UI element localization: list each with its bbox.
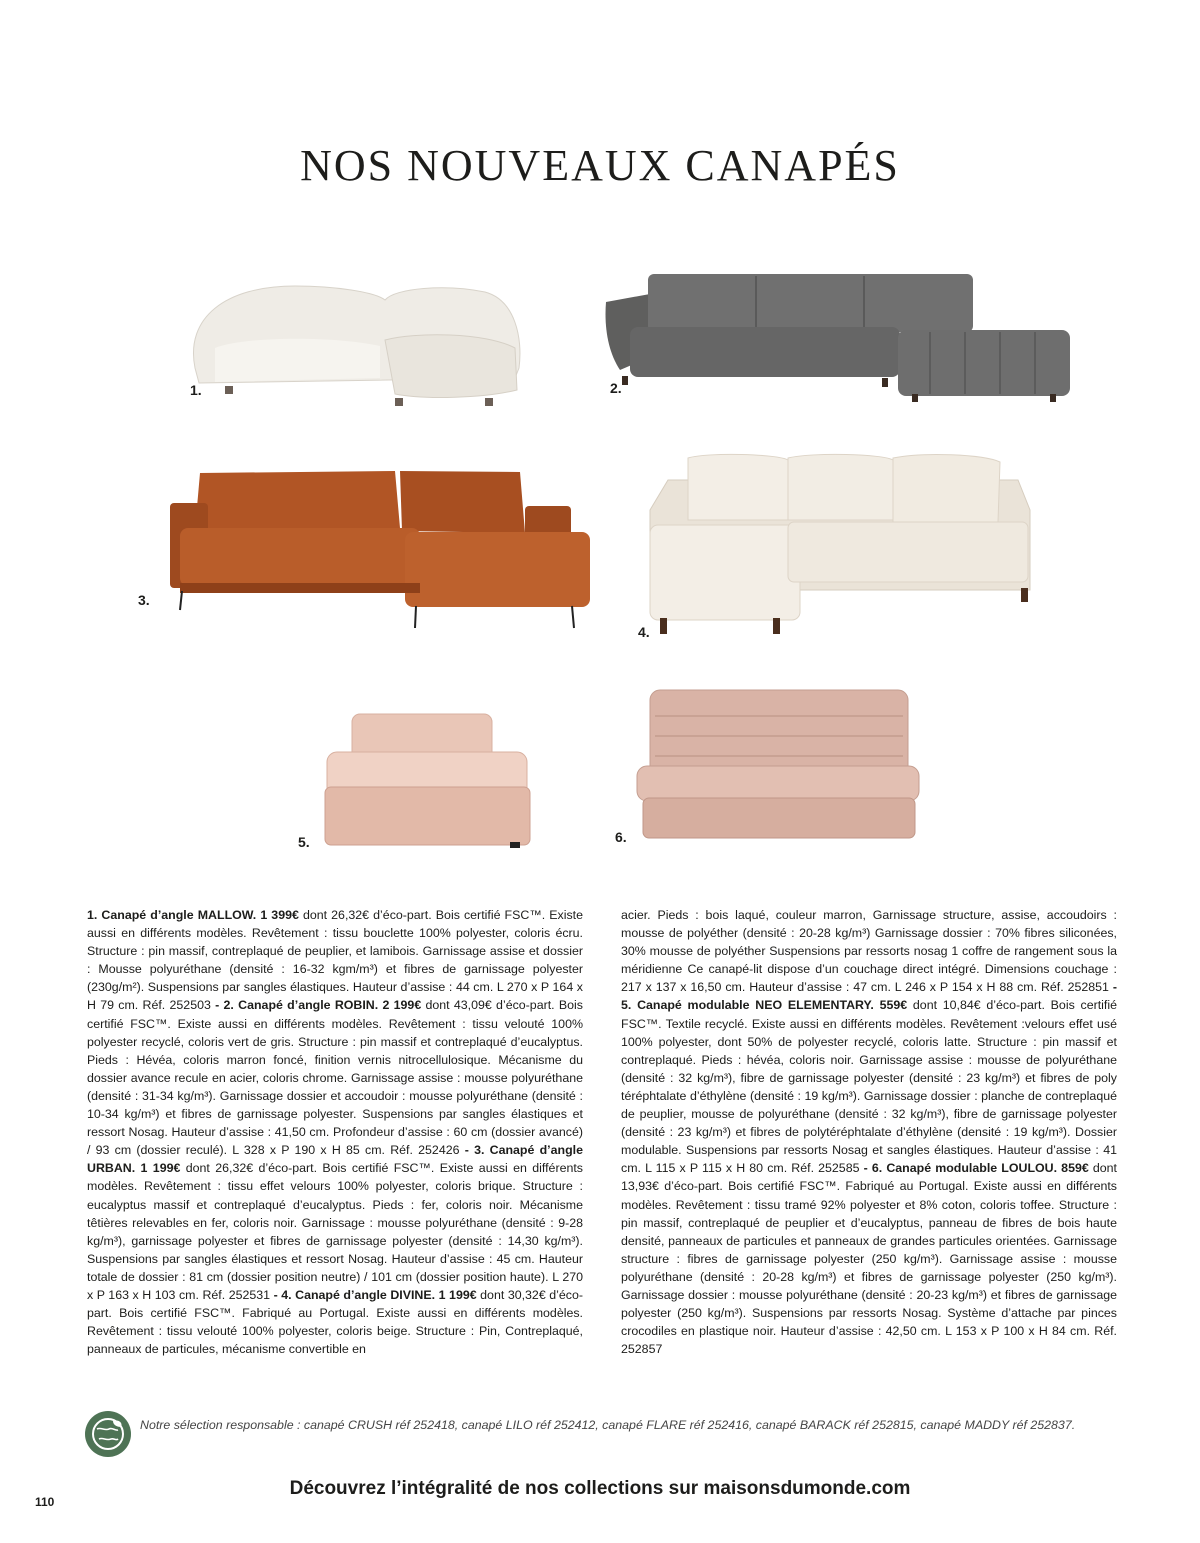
product-2-heading: - 2. Canapé d’angle ROBIN. 2 199€ — [215, 998, 422, 1013]
product-6-details: dont 13,93€ d’éco-part. Bois certifié FSC™. Fabriqué au Portugal. Existe aussi en différents modèles. Revêtement : tissu tramé 92% polyester et 8% coton, coloris toffee. Structure : pin massif, contreplaqué de peuplier et d’eucalyptus, panneau de fibres de bois haute densité, panneaux de particules et panneaux de grandes particules orientées. Garnissage structure : fibres de garnissage polyester (250 kg/m³). Garnissage assise : mousse polyuréthane (densité : 20-28 kg/m³) et fibres de garnissage polyester (250 kg/m³). Garnissage dossier : mousse polyuréthane (densité : 20-23 kg/m³) et fibres de garnissage polyester (250 kg/m³). Suspensions par ressorts Nosag. Système d’attache par pinces crocodiles en plastique noir. Hauteur d’assise : 42,50 cm. L 153 x P 100 x H 84 cm. Réf. 252857 — [621, 1161, 1117, 1357]
product-image-1 — [185, 278, 525, 408]
page-title: NOS NOUVEAUX CANAPÉS — [300, 141, 900, 190]
sofa-4-illustration — [638, 450, 1038, 640]
product-3-details: dont 26,32€ d’éco-part. Bois certifié FSC™. Existe aussi en différents modèles. Revêtement : tissu effet velours 100% polyester, coloris brique. Structure : eucalyptus massif et contreplaqué d’eucalyptus. Pieds : fer, coloris noir. Mécanisme têtières relevables en fer, coloris noir. Garnissage : mousse polyuréthane (densité : 9-28 kg/m³), garnissage polyester et fibres de garnissage polyester (densité : 14,30 kg/m³). Suspensions par sangles élastiques et ressort Nosag. Hauteur d’assise : 45 cm. Hauteur totale de dossier : 81 cm (dossier position neutre) / 101 cm (dossier position haute). L 270 x P 163 x H 103 cm. Réf. 252531 — [87, 1161, 583, 1302]
sofa-5-illustration — [295, 712, 535, 852]
product-image-2 — [600, 272, 1075, 402]
product-4-details: dont 30,32€ d’éco-part. Bois certifié FSC™. Fabriqué au Portugal. Existe aussi en différents modèles. Revêtement : tissu velouté 100% polyester, coloris beige. Structure : Pin, Contreplaqué, panneaux de particules, mécanisme convertible en — [87, 1287, 583, 1357]
description-column-right — [621, 906, 1117, 1358]
page-number: 110 — [35, 1495, 55, 1509]
product-5-details: dont 10,84€ d’éco-part. Bois certifié FSC™. Textile recyclé. Existe aussi en différents modèles. Revêtement :velours effet usé 100% polyester, dont 50% de polyester recyclé, coloris latte. Structure : pin massif et contreplaqué. Pieds : hévéa, coloris noir. Garnissage assise : mousse de polyuréthane (densité : 32 kg/m³), fibre de garnissage polyester (densité : 23 kg/m³) et fibres de poly téréphtalate d’éthylène (densité : 19 kg/m³). Garnissage dossier : planche de contreplaqué de peuplier, mousse de polyuréthane (densité : 32 kg/m³), fibre de garnissage polyester (densité : 23 kg/m³) et fibres de polytéréphtalate d’éthylène (densité : 19 kg/m³). Dossier modulable. Suspensions par ressorts Nosag et sangles élastiques. Hauteur d’assise : 41 cm. L 115 x P 115 x H 80 cm. Réf. 252585 — [621, 998, 1117, 1176]
product-5-heading: - 5. Canapé modulable NEO ELEMENTARY. 559€ — [621, 980, 1117, 1013]
product-image-4 — [638, 450, 1038, 640]
product-4-heading: - 4. Canapé d’angle DIVINE. 1 199€ — [273, 1287, 477, 1302]
globe-leaf-icon — [85, 1411, 131, 1457]
product-4-details-cont: acier. Pieds : bois laqué, couleur marron, Garnissage structure, assise, accoudoirs : mousse de polyéther (densité : 20-28 kg/m³) Garnissage dossier : 70% fibres siliconées, 30% mousse de polyéther Suspensions par ressorts nosag 1 coffre de rangement sous la méridienne Ce canapé-lit dispose d’un couchage direct intégré. Dimensions couchage : 217 x 137 x 16,50 cm. Hauteur d’assise : 47 cm. L 246 x P 154 x H 88 cm. Réf. 252851 — [621, 908, 1117, 995]
product-number-4: 4. — [638, 624, 650, 640]
product-3-heading: - 3. Canapé d’angle URBAN. 1 199€ — [87, 1143, 583, 1176]
sofa-3-illustration — [140, 468, 595, 633]
product-number-5: 5. — [298, 834, 310, 850]
product-number-6: 6. — [615, 829, 627, 845]
sofa-2-illustration — [600, 272, 1075, 402]
product-1-heading: 1. Canapé d’angle MALLOW. 1 399€ — [87, 908, 299, 922]
description-column-left — [87, 906, 583, 1358]
product-number-1: 1. — [190, 382, 202, 398]
product-1-details: dont 26,32€ d’éco-part. Bois certifié FSC™. Existe aussi en différents modèles. Revêtement : tissu bouclette 100% polyester, coloris écru. Structure : pin massif, contreplaqué de peuplier, et lamibois. Garnissage assise et dossier : Mousse polyuréthane (densité : 16-32 kgm/m³) et fibres de garnissage polyester (230g/m²). Suspensions par sangles élastiques. Hauteur d’assise : 44 cm. L 270 x P 164 x H 79 cm. Réf. 252503 — [87, 908, 584, 1013]
sofa-1-illustration — [185, 278, 525, 408]
product-image-6 — [615, 688, 915, 848]
sofa-6-illustration — [615, 688, 915, 848]
product-image-5 — [295, 712, 535, 852]
product-2-details: dont 43,09€ d’éco-part. Bois certifié FSC™. Existe aussi en différents modèles. Revêtement : tissu velouté 100% polyester recyclé, coloris vert de gris. Structure : pin massif et contreplaqué d’eucalyptus. Pieds : Hévéa, coloris marron foncé, finition vernis nitrocellulosique. Mécanisme du dossier avance recule en acier, coloris chrome. Garnissage assise : mousse polyuréthane (densité : 31-34 kg/m³). Garnissage dossier et accoudoir : mousse polyuréthane (densité : 10-34 kg/m³) et fibres de garnissage polyester. Suspensions par sangles élastiques et ressort Nosag. Hauteur d’assise : 41,50 cm. Profondeur d’assise : 60 cm (dossier avancé) / 93 cm (dossier reculé). L 328 x P 190 x H 85 cm. Réf. 252426 — [87, 998, 583, 1158]
product-image-3 — [140, 468, 595, 633]
product-number-3: 3. — [138, 592, 150, 608]
footer-website-link[interactable]: Découvrez l’intégralité de nos collections sur maisonsdumonde.com — [289, 1478, 911, 1499]
product-number-2: 2. — [610, 380, 622, 396]
responsible-selection-text: Notre sélection responsable : canapé CRUSH réf 252418, canapé LILO réf 252412, canapé FLARE réf 252416, canapé BARACK réf 252815, canapé MADDY réf 252837. — [140, 1418, 1076, 1432]
product-6-heading: - 6. Canapé modulable LOULOU. 859€ — [863, 1161, 1089, 1176]
